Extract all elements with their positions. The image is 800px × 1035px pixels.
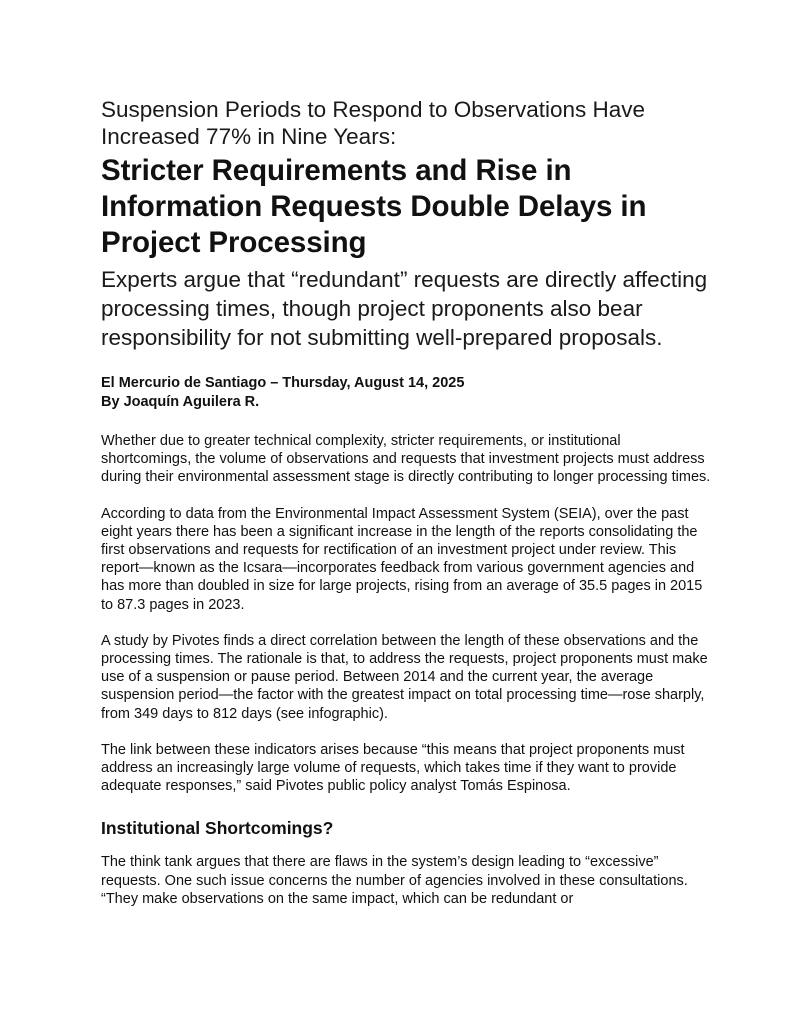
author-line: By Joaquín Aguilera R.: [101, 394, 260, 410]
article-headline: Stricter Requirements and Rise in Information Requests Double Delays in Project Processing: [101, 154, 647, 259]
article-body: [101, 432, 711, 908]
source-line: El Mercurio de Santiago – Thursday, August 14, 2025: [101, 375, 465, 391]
body-paragraph: Whether due to greater technical complexity, stricter requirements, or institutional shortcomings, the volume of observations and requests that investment projects must address during their environmental assessment stage is directly contributing to longer processing times.: [101, 433, 711, 486]
article-deck: Experts argue that “redundant” requests are directly affecting processing times, though project proponents also bear responsibility for not submitting well-prepared proposals.: [101, 267, 708, 350]
article-page: [101, 96, 711, 926]
body-paragraph: The think tank argues that there are flaws in the system’s design leading to “excessive” requests. One such issue concerns the number of agencies involved in these consultations. “They make observations on the same impact, which can be redundant or: [101, 854, 688, 907]
body-paragraph: A study by Pivotes finds a direct correlation between the length of these observations and the processing times. The rationale is that, to address the requests, project proponents must make use of a suspension or pause period. Between 2014 and the current year, the average suspension period—the factor with the greatest impact on total processing time—rose sharply, from 349 days to 812 days (see infographic).: [101, 632, 708, 722]
byline: [101, 374, 711, 412]
section-subhead: Institutional Shortcomings?: [101, 818, 334, 839]
body-paragraph: The link between these indicators arises because “this means that project proponents must address an increasingly large volume of requests, which takes time if they want to provide adequate responses,” said Pivotes public policy analyst Tomás Espinosa.: [101, 741, 685, 795]
article-kicker: Suspension Periods to Respond to Observations Have Increased 77% in Nine Years:: [101, 97, 646, 149]
body-paragraph: According to data from the Environmental Impact Assessment System (SEIA), over the past eight years there has been a significant increase in the length of the reports consolidating the first observations and requests for rectification of an investment project under review. This report—known as the Icsara—incorporates feedback from various government agencies and has more than doubled in size for large projects, rising from an average of 35.5 pages in 2015 to 87.3 pages in 2023.: [101, 505, 703, 613]
